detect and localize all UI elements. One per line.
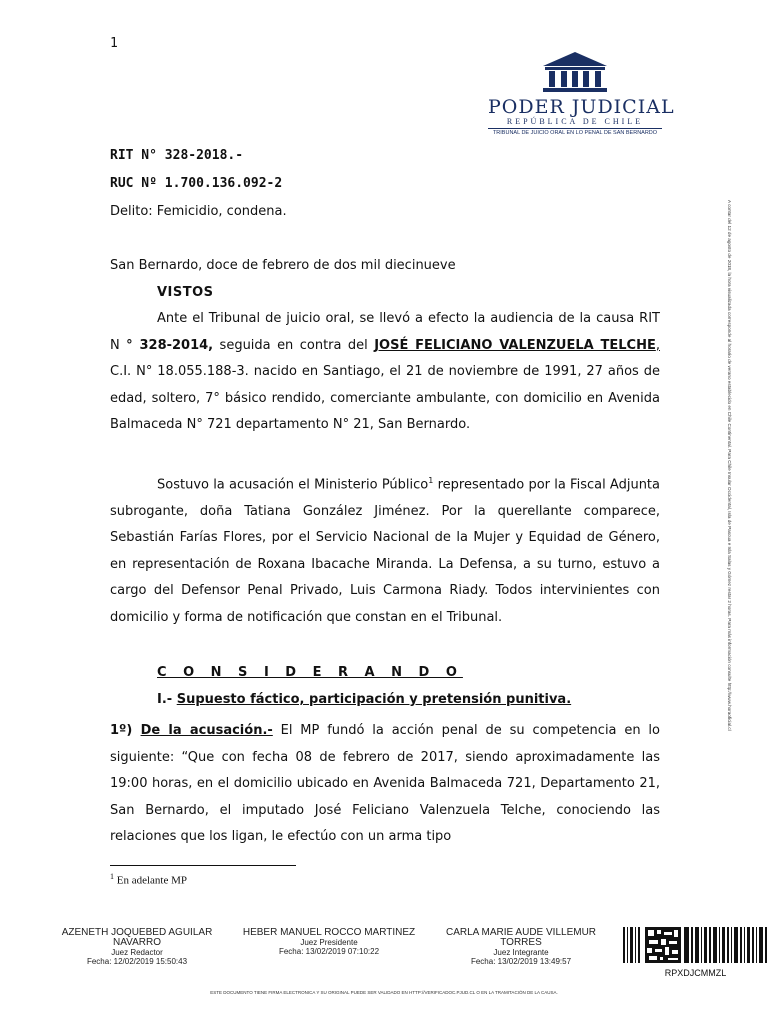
- signer-role: Juez Presidente: [300, 938, 358, 947]
- section-heading: [157, 692, 571, 707]
- barcode-icon: [623, 927, 768, 963]
- logo-tribunal: TRIBUNAL DE JUICIO ORAL EN LO PENAL DE SAN BERNARDO: [488, 128, 662, 136]
- p3-text: El MP fundó la acción penal de su competencia en lo siguiente: “Que con fecha 08 de febrero de 2017, siendo aproximadamente las 19:00 horas, en el domicilio ubicado en Avenida Balmaceda 721, Departamento 21, San Bernardo, el imputado José Feliciano Valenzuela Telche, conociendo las relaciones que los ligan, le efectúo con un arma tipo: [110, 723, 660, 844]
- poder-judicial-logo: [488, 50, 675, 136]
- p3-number: 1º): [110, 723, 141, 738]
- footnote-ref: 1: [428, 476, 434, 485]
- footnote-number: 1: [110, 872, 114, 881]
- signer-name: AZENETH JOQUEBED AGUILAR NAVARRO: [61, 927, 213, 948]
- signature-block: [240, 928, 418, 956]
- validation-notice: ESTE DOCUMENTO TIENE FIRMA ELECTRONICA Y SU ORIGINAL PUEDE SER VALIDADO EN HTTP://VERIFICADOC.PJUD.CL O EN LA TRAMITACIÓN DE LA CAUSA.: [210, 990, 558, 995]
- footnote: [110, 872, 187, 887]
- signer-role: Juez Redactor: [111, 948, 163, 957]
- logo-brand: PODER JUDICIAL: [488, 96, 675, 118]
- p1-text-2: seguida en contra del: [213, 337, 375, 353]
- paragraph-acusacion: [110, 718, 660, 851]
- footnote-text: En adelante MP: [114, 874, 188, 887]
- courthouse-icon: [539, 50, 611, 94]
- signature-block: [48, 928, 226, 966]
- verification-barcode: [623, 927, 768, 978]
- paragraph-audiencia: [110, 306, 660, 439]
- p1-text-3: C.I. N° 18.055.188-3. nacido en Santiago, el 21 de noviembre de 1991, 27 años de edad, soltero, 7° básico rendido, comerciante ambulante, con domicilio en Avenida Balmaceda N° 721 departamento N° 21, San Bernardo.: [110, 364, 660, 432]
- considerando-heading: C O N S I D E R A N D O: [157, 665, 463, 680]
- delito-value: Femicidio, condena.: [152, 204, 287, 219]
- delito-line: [110, 204, 287, 219]
- logo-republic: REPÚBLICA DE CHILE: [506, 117, 644, 126]
- p1-comma: ,: [655, 337, 660, 353]
- signer-date: Fecha: 13/02/2019 07:10:22: [278, 947, 380, 956]
- side-note-text: A contar del 12 de agosto de 2018, la hora visualizada corresponde al horario de verano establecido en Chile Continental. Para Chile Insular Occidental, Isla de Pascua e Isla Salas y Gómez restar 2 horas. Para más información consulte http://www.horaoficial.cl: [727, 200, 732, 731]
- signer-date: Fecha: 13/02/2019 13:49:57: [470, 957, 572, 966]
- signature-block: [432, 928, 610, 966]
- vistos-heading: VISTOS: [157, 285, 214, 300]
- signer-role: Juez Integrante: [493, 948, 549, 957]
- ruc-number: RUC Nº 1.700.136.092-2: [110, 176, 283, 191]
- delito-label: Delito:: [110, 204, 153, 219]
- signer-name: CARLA MARIE AUDE VILLEMUR TORRES: [445, 927, 597, 948]
- p2-text-1: Sostuvo la acusación el Ministerio Público: [157, 477, 429, 493]
- footnote-divider: [110, 865, 296, 866]
- place-date: San Bernardo, doce de febrero de dos mil diecinueve: [110, 258, 456, 273]
- p2-text-2: representado por la Fiscal Adjunta subrogante, doña Tatiana González Jiménez. Por la querellante comparece, Sebastián Farías Flores, por el Servicio Nacional de la Mujer y Equidad de Género, en representación de Roxana Ibacache Miranda. La Defensa, a su turno, estuvo a cargo del Defensor Penal Privado, Luis Carmona Riady. Todos intervinientes con domicilio y forma de notificación que constan en el Tribunal.: [110, 477, 660, 625]
- page-number: 1: [110, 36, 118, 51]
- paragraph-intervinientes: [110, 468, 660, 631]
- side-note: [722, 200, 736, 830]
- p1-text-1: Ante el Tribunal de juicio oral, se llevó a efecto la audiencia de la causa RIT N: [110, 311, 660, 353]
- rit-number: RIT N° 328-2018.-: [110, 148, 244, 163]
- signer-date: Fecha: 12/02/2019 15:50:43: [86, 957, 188, 966]
- section-title: Supuesto fáctico, participación y pretensión punitiva.: [176, 692, 572, 707]
- verification-code: RPXDJCMMZL: [664, 968, 727, 978]
- p1-defendant: JOSÉ FELICIANO VALENZUELA TELCHE: [374, 337, 656, 353]
- section-number: I.-: [157, 692, 177, 707]
- p1-rit: ° 328-2014,: [126, 337, 214, 353]
- p3-title: De la acusación.-: [140, 723, 273, 738]
- signer-name: HEBER MANUEL ROCCO MARTINEZ: [242, 927, 416, 938]
